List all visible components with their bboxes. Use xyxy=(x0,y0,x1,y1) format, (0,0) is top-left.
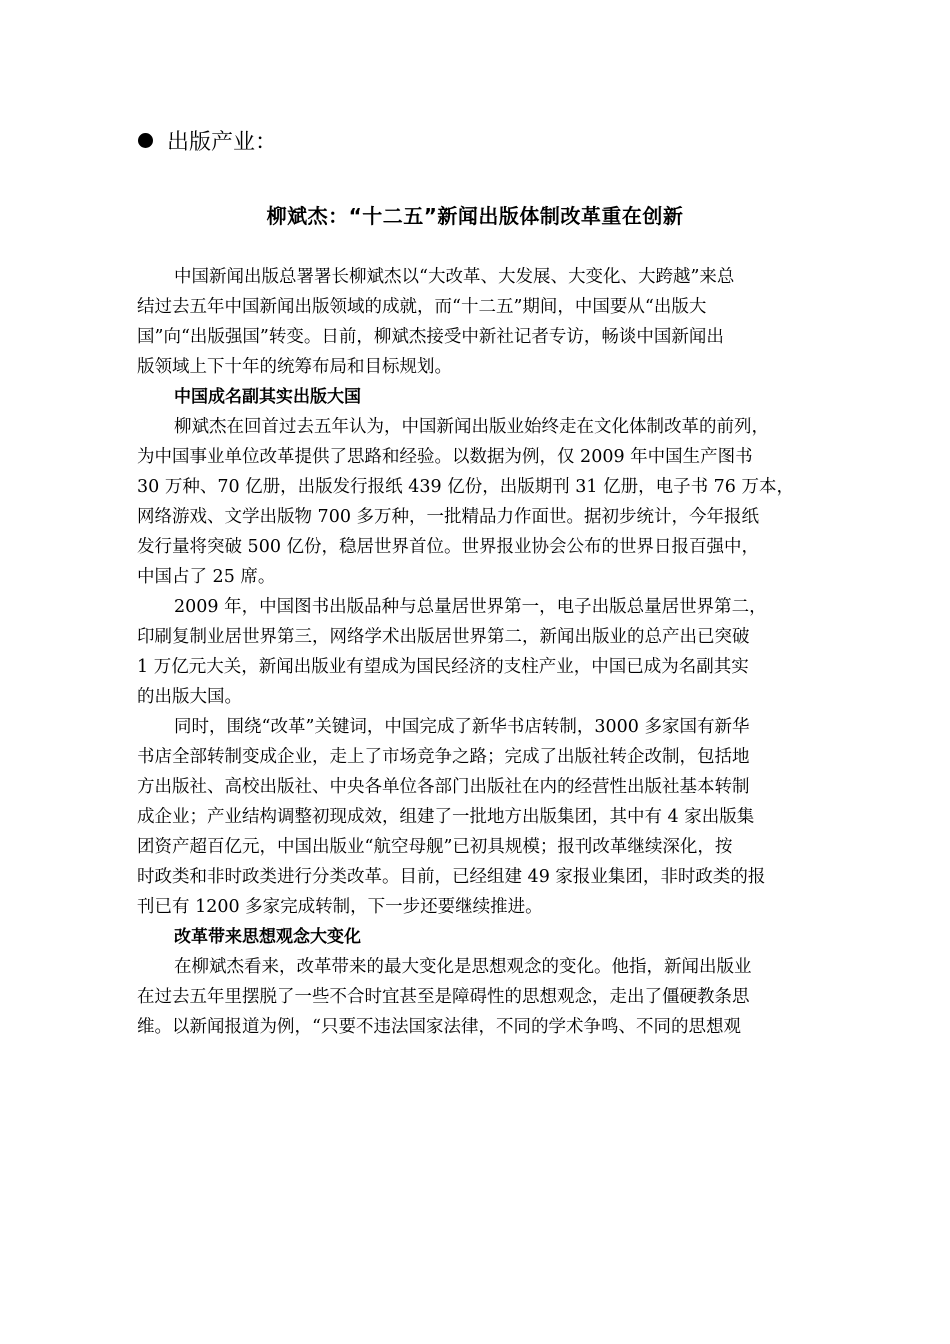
text-line: 的出版大国。 xyxy=(137,687,242,707)
text-line: 国”向“出版强国”转变。日前，柳斌杰接受中新社记者专访，畅谈中国新闻出 xyxy=(137,327,724,347)
bullet-icon xyxy=(138,133,153,148)
text-line: 同时，围绕“改革”关键词，中国完成了新华书店转制，3000 多家国有新华 xyxy=(174,717,750,737)
text-line: 书店全部转制变成企业，走上了市场竞争之路；完成了出版社转企改制，包括地 xyxy=(137,747,750,767)
paragraph-2 xyxy=(137,412,819,592)
text-line: 为中国事业单位改革提供了思路和经验。以数据为例，仅 2009 年中国生产图书 xyxy=(137,447,753,467)
text-line: 版领域上下十年的统筹布局和目标规划。 xyxy=(137,357,452,377)
text-line: 发行量将突破 500 亿份，稳居世界首位。世界报业协会公布的世界日报百强中， xyxy=(137,537,760,557)
text-line: 30 万种、70 亿册，出版发行报纸 439 亿份，出版期刊 31 亿册，电子书 76 万本， xyxy=(137,477,794,497)
text-line: 团资产超百亿元，中国出版业“航空母舰”已初具规模；报刊改革继续深化，按 xyxy=(137,837,733,857)
subheading-1: 中国成名副其实出版大国 xyxy=(174,387,361,407)
article-body xyxy=(137,262,819,1042)
text-line: 方出版社、高校出版社、中央各单位各部门出版社在内的经营性出版社基本转制 xyxy=(137,777,750,797)
section-label: 出版产业： xyxy=(167,130,278,155)
paragraph-1 xyxy=(137,262,819,382)
paragraph-5 xyxy=(137,952,819,1042)
text-line: 网络游戏、文学出版物 700 多万种，一批精品力作面世。据初步统计，今年报纸 xyxy=(137,507,760,527)
text-line: 2009 年，中国图书出版品种与总量居世界第一，电子出版总量居世界第二， xyxy=(174,597,767,617)
text-line: 时政类和非时政类进行分类改革。目前，已经组建 49 家报业集团，非时政类的报 xyxy=(137,867,766,887)
paragraph-3 xyxy=(137,592,819,712)
text-line: 柳斌杰在回首过去五年认为，中国新闻出版业始终走在文化体制改革的前列， xyxy=(174,417,769,437)
text-line: 结过去五年中国新闻出版领域的成就，而“十二五”期间，中国要从“出版大 xyxy=(137,297,707,317)
text-line: 印刷复制业居世界第三，网络学术出版居世界第二，新闻出版业的总产出已突破 xyxy=(137,627,750,647)
paragraph-4 xyxy=(137,712,819,922)
text-line: 中国新闻出版总署署长柳斌杰以“大改革、大发展、大变化、大跨越”来总 xyxy=(174,267,735,287)
subheading-2: 改革带来思想观念大变化 xyxy=(174,927,361,947)
article-title: 柳斌杰：“十二五”新闻出版体制改革重在创新 xyxy=(266,204,684,228)
text-line: 刊已有 1200 多家完成转制，下一步还要继续推进。 xyxy=(137,897,543,917)
text-line: 1 万亿元大关，新闻出版业有望成为国民经济的支柱产业，中国已成为名副其实 xyxy=(137,657,749,677)
text-line: 成企业；产业结构调整初现成效，组建了一批地方出版集团，其中有 4 家出版集 xyxy=(137,807,755,827)
text-line: 在柳斌杰看来，改革带来的最大变化是思想观念的变化。他指，新闻出版业 xyxy=(174,957,752,977)
text-line: 中国占了 25 席。 xyxy=(137,567,276,587)
text-line: 维。以新闻报道为例，“只要不违法国家法律，不同的学术争鸣、不同的思想观 xyxy=(137,1017,741,1037)
section-heading xyxy=(138,125,277,156)
text-line: 在过去五年里摆脱了一些不合时宜甚至是障碍性的思想观念，走出了僵硬教条思 xyxy=(137,987,750,1007)
